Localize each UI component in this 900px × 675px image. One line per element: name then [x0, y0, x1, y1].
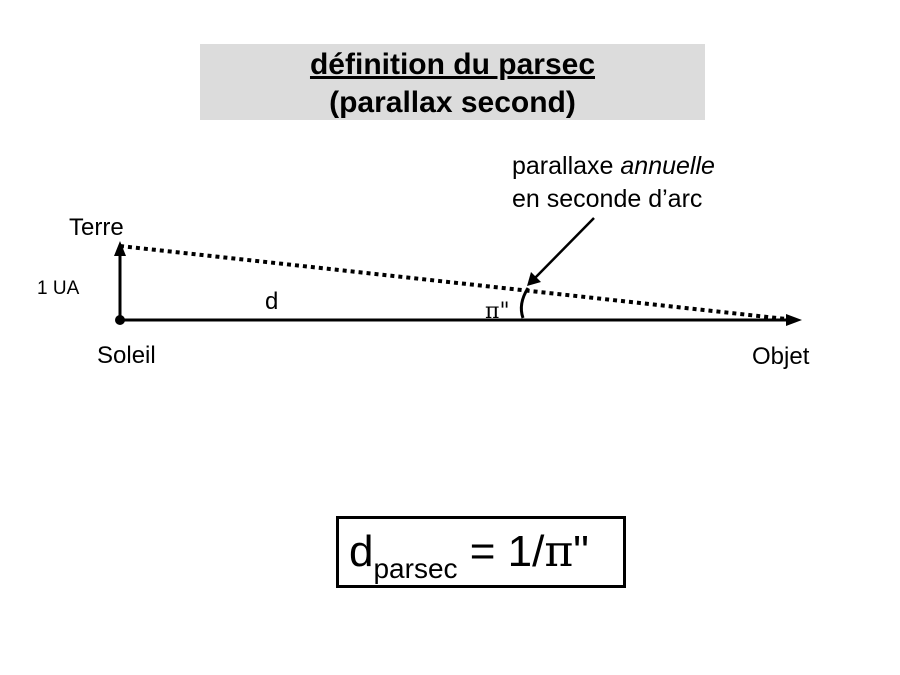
parallax-angle-symbol: π" — [485, 299, 510, 324]
formula-subscript: parsec — [373, 553, 458, 584]
distance-unit-label: 1 UA — [37, 278, 80, 299]
earth-label: Terre — [69, 214, 124, 241]
parallax-annotation — [512, 150, 715, 216]
annotation-line-1-emphasis: annuelle — [620, 152, 715, 180]
earth-object-sightline — [120, 246, 795, 320]
annotation-line-1 — [512, 150, 715, 183]
annotation-line-1-prefix: parallaxe — [512, 152, 621, 180]
title-line-2: (parallax second) — [329, 86, 576, 119]
title-line-1: définition du parsec — [309, 48, 596, 81]
annotation-pointer — [534, 218, 594, 279]
formula-equals: = 1/ — [457, 527, 545, 576]
annotation-line-2: en seconde d’arc — [512, 185, 703, 213]
sun-dot — [115, 315, 125, 325]
formula-pi: π — [544, 526, 574, 577]
distance-label: d — [265, 288, 279, 315]
formula — [349, 519, 589, 590]
formula-box — [336, 516, 626, 588]
sun-label: Soleil — [97, 342, 156, 369]
parallax-angle-arc — [521, 288, 528, 318]
object-label: Objet — [752, 343, 810, 370]
earth-arrowhead — [114, 241, 126, 256]
formula-suffix: " — [573, 527, 589, 576]
formula-base: d — [349, 527, 374, 576]
